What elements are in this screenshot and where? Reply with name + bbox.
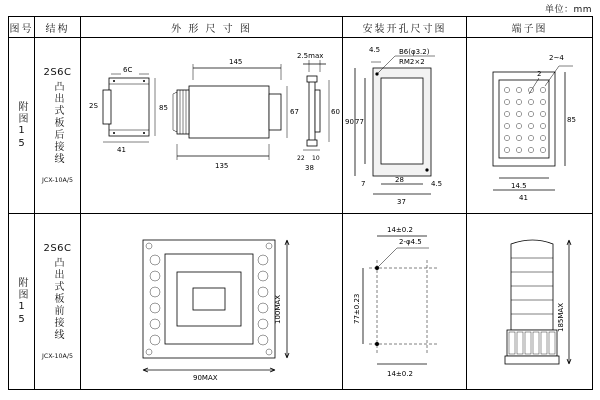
header-terminal: 端子图: [467, 17, 593, 38]
row1-outline-cell: [81, 38, 343, 214]
row2-structure-cell: [35, 214, 81, 390]
svg-text:60: 60: [331, 108, 340, 116]
svg-text:77: 77: [355, 118, 364, 126]
svg-text:14±0.2: 14±0.2: [387, 226, 413, 234]
row1-structure-cell: [35, 38, 81, 214]
svg-text:38: 38: [305, 164, 314, 172]
svg-text:6C: 6C: [123, 66, 133, 74]
svg-text:14.5: 14.5: [511, 182, 527, 190]
row1-structure-desc: 凸出式板后接线: [52, 81, 63, 166]
svg-text:B6(φ3.2): B6(φ3.2): [399, 48, 430, 56]
row2-mounting-cell: [343, 214, 467, 390]
svg-text:37: 37: [397, 198, 406, 206]
row2-structure-model: JCX-10A/5: [42, 351, 73, 360]
header-fig-no: 图号: [9, 17, 35, 38]
svg-text:10: 10: [312, 155, 320, 162]
svg-text:90: 90: [345, 118, 354, 126]
svg-text:135: 135: [215, 162, 229, 170]
svg-text:85: 85: [567, 116, 576, 124]
row2-outline-cell: [81, 214, 343, 390]
svg-text:2S: 2S: [89, 102, 98, 110]
row1-fig-no: 附图15: [16, 100, 27, 151]
svg-text:28: 28: [395, 176, 404, 184]
table-row: [9, 214, 593, 390]
svg-text:77±0.23: 77±0.23: [353, 293, 361, 324]
svg-text:41: 41: [117, 146, 126, 154]
header-outline: 外 形 尺 寸 图: [81, 17, 343, 38]
svg-text:85: 85: [159, 104, 168, 112]
row2-terminal-cell: [467, 214, 593, 390]
svg-text:41: 41: [519, 194, 528, 202]
header-mounting: 安装开孔尺寸图: [343, 17, 467, 38]
svg-text:185MAX: 185MAX: [557, 303, 565, 332]
unit-note: 单位：mm: [544, 5, 592, 15]
svg-text:145: 145: [229, 58, 243, 66]
row2-structure-code: 2S6C: [43, 242, 72, 254]
row2-terminal-drawing: [467, 214, 591, 388]
svg-text:2.5max: 2.5max: [297, 52, 324, 60]
row2-mounting-drawing: [343, 214, 465, 388]
row1-structure-code: 2S6C: [43, 66, 72, 78]
svg-text:2: 2: [537, 70, 542, 78]
svg-text:67: 67: [290, 108, 299, 116]
row1-structure-model: JCX-10A/5: [42, 175, 73, 184]
row2-fig-no-cell: [9, 214, 35, 390]
row2-outline-drawing: [81, 214, 341, 388]
svg-text:2-φ4.5: 2-φ4.5: [399, 238, 422, 246]
svg-text:14±0.2: 14±0.2: [387, 370, 413, 378]
svg-text:4.5: 4.5: [431, 180, 443, 188]
svg-text:100MAX: 100MAX: [274, 295, 282, 324]
svg-text:2~4: 2~4: [549, 54, 564, 62]
svg-text:90MAX: 90MAX: [193, 374, 218, 382]
svg-text:4.5: 4.5: [369, 46, 381, 54]
svg-text:RM2×2: RM2×2: [399, 58, 425, 66]
header-structure: 结构: [35, 17, 81, 38]
table-header-row: [9, 17, 593, 38]
row1-terminal-cell: [467, 38, 593, 214]
table-row: [9, 38, 593, 214]
row2-fig-no: 附图15: [16, 276, 27, 327]
row1-fig-no-cell: [9, 38, 35, 214]
row2-structure-desc: 凸出式板前接线: [52, 257, 63, 342]
svg-text:22: 22: [297, 155, 305, 162]
row1-outline-drawing: [81, 38, 341, 212]
dimension-table: [8, 16, 593, 390]
row1-terminal-drawing: [467, 38, 591, 212]
row1-mounting-cell: [343, 38, 467, 214]
svg-text:7: 7: [361, 180, 366, 188]
row1-mounting-drawing: [343, 38, 465, 212]
